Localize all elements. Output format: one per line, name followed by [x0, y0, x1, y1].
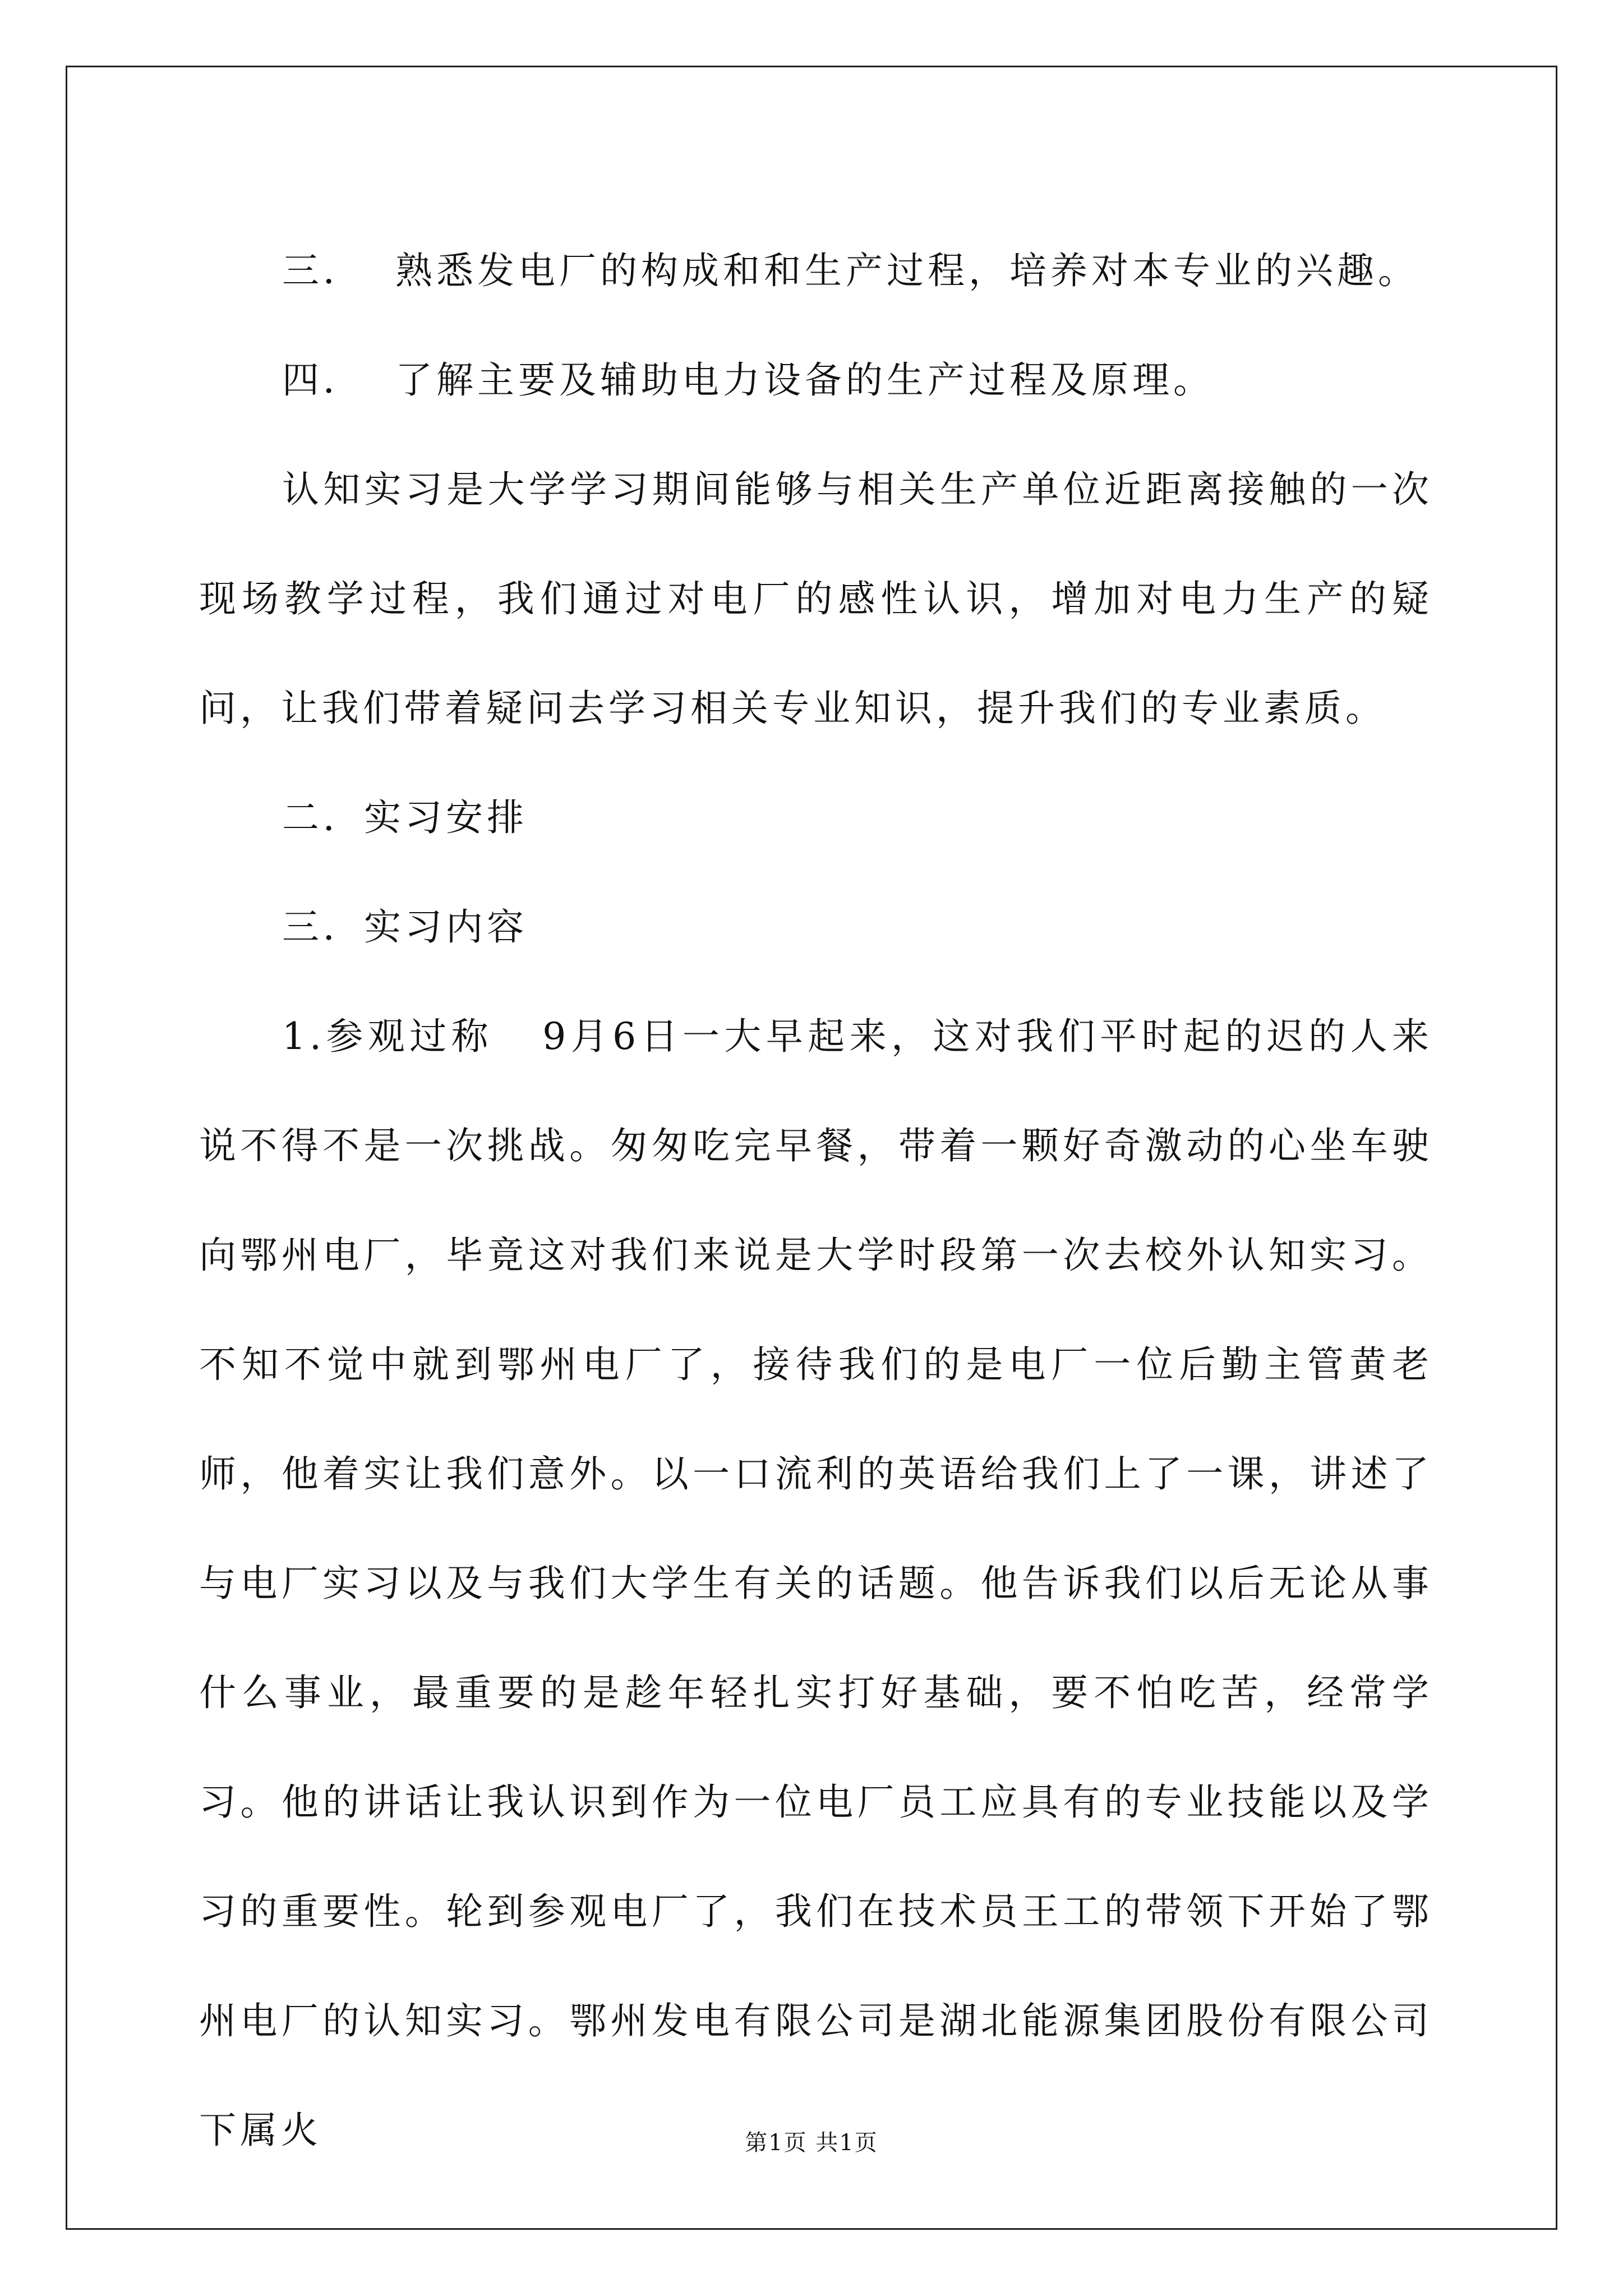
page-footer: 第1页 共1页	[745, 2130, 878, 2156]
heading-internship-arrangement: 二．实习安排	[282, 796, 528, 839]
paragraph-internship-purpose: 认知实习是大学学习期间能够与相关生产单位近距离接触的一次现场教学过程，我们通过对电厂的感性认识，增加对电力生产的疑问，让我们带着疑问去学习相关专业知识，提升我们的专业素质。	[199, 468, 1433, 730]
document-body	[199, 216, 1433, 2185]
paragraph-visit-process: 1.参观过称 9月6日一大早起来，这对我们平时起的迟的人来说不得不是一次挑战。匆匆吃完早餐，带着一颗好奇激动的心坐车驶向鄂州电厂，毕竟这对我们来说是大学时段第一次去校外认知实习。不知不觉中就到鄂州电厂了，接待我们的是电厂一位后勤主管黄老师，他着实让我们意外。以一口流利的英语给我们上了一课，讲述了与电厂实习以及与我们大学生有关的话题。他告诉我们以后无论从事什么事业，最重要的是趁年轻扎实打好基础，要不怕吃苦，经常学习。他的讲话让我认识到作为一位电厂员工应具有的专业技能以及学习的重要性。轮到参观电厂了，我们在技术员王工的带领下开始了鄂州电厂的认知实习。鄂州发电有限公司是湖北能源集团股份有限公司下属火	[199, 1015, 1433, 2152]
paragraph-item-4: 四． 了解主要及辅助电力设备的生产过程及原理。	[282, 358, 1214, 402]
heading-internship-content: 三．实习内容	[282, 905, 528, 949]
paragraph-item-3: 三． 熟悉发电厂的构成和和生产过程，培养对本专业的兴趣。	[282, 249, 1419, 292]
